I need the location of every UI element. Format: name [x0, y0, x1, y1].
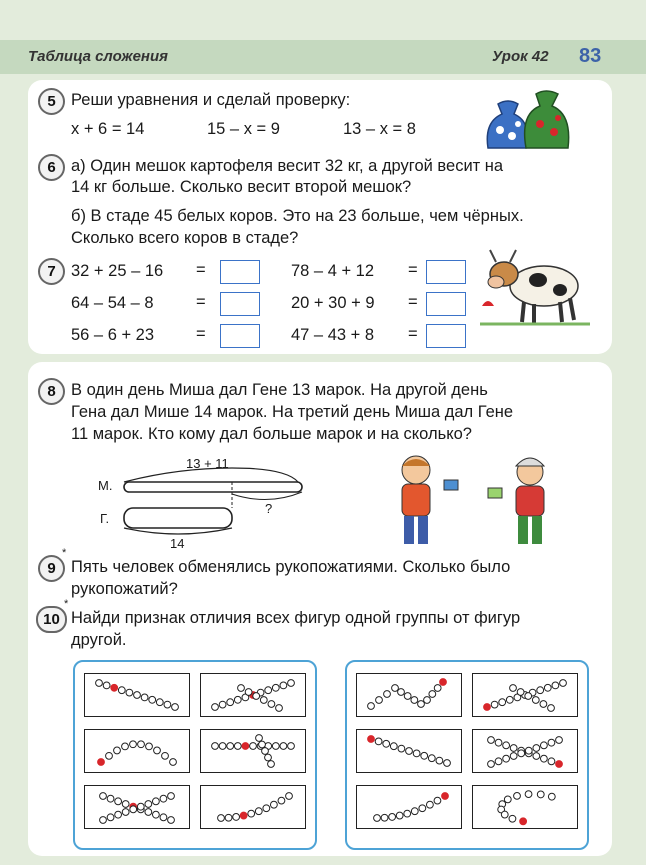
- bead: [218, 815, 225, 822]
- bead: [525, 747, 532, 754]
- task-8-line-2: Гена дал Мише 14 марок. На третий день Миша дал Гене: [71, 403, 514, 421]
- task-5-equation-1: x + 6 = 14: [71, 120, 145, 138]
- bead: [122, 743, 129, 750]
- task-10-star: *: [64, 598, 69, 610]
- bead: [280, 682, 287, 689]
- bead: [126, 689, 133, 696]
- answer-box[interactable]: [426, 324, 466, 348]
- figure-card[interactable]: [84, 729, 190, 773]
- bead: [115, 798, 122, 805]
- bead: [278, 797, 285, 804]
- figure-card[interactable]: [472, 729, 578, 773]
- bead: [107, 814, 114, 821]
- bead: [260, 697, 267, 704]
- bead: [510, 753, 517, 760]
- bead: [152, 798, 159, 805]
- diagram-bottom-label: 14: [170, 536, 185, 551]
- bead: [168, 817, 175, 824]
- bead: [548, 739, 555, 746]
- bead: [255, 808, 262, 815]
- answer-box[interactable]: [426, 292, 466, 316]
- bead: [96, 680, 103, 687]
- bead: [383, 740, 390, 747]
- red-bead: [442, 793, 449, 800]
- bead-figure: [357, 786, 461, 828]
- bead: [130, 741, 137, 748]
- bead: [170, 759, 177, 766]
- bead: [250, 743, 257, 750]
- red-bead: [368, 736, 375, 743]
- equals-sign: =: [408, 261, 418, 279]
- task-7-right-expression-2: 20 + 30 + 9: [291, 294, 375, 312]
- diagram-top-label: 13 + 11: [186, 456, 229, 471]
- bead: [100, 817, 107, 824]
- bead: [434, 685, 441, 692]
- figure-card[interactable]: [84, 785, 190, 829]
- bead: [160, 795, 167, 802]
- bead: [234, 696, 241, 703]
- bead: [130, 806, 137, 813]
- bead: [404, 810, 411, 817]
- bead: [533, 753, 540, 760]
- bead: [270, 801, 277, 808]
- bead: [392, 685, 399, 692]
- bead: [172, 704, 179, 711]
- bead: [556, 737, 563, 744]
- bead: [426, 801, 433, 808]
- bead-figure: [357, 674, 461, 716]
- task-6b-line-2: Сколько всего коров в стаде?: [71, 229, 299, 247]
- task-5-badge: 5: [38, 88, 65, 115]
- bead-figure: [201, 786, 305, 828]
- bead: [434, 797, 441, 804]
- equals-sign: =: [196, 325, 206, 343]
- bead: [491, 701, 498, 708]
- bead: [212, 704, 219, 711]
- task-6a-line-2: 14 кг больше. Сколько весит второй мешок?: [71, 178, 412, 196]
- bead: [160, 814, 167, 821]
- diagram-label-m: М.: [98, 478, 113, 493]
- task-5-equation-3: 13 – x = 8: [343, 120, 416, 138]
- bead: [107, 795, 114, 802]
- bead: [268, 701, 275, 708]
- bead: [509, 815, 516, 822]
- bead: [540, 755, 547, 762]
- bead: [504, 796, 511, 803]
- bead: [168, 793, 175, 800]
- bead: [103, 682, 110, 689]
- page-number: 83: [579, 45, 602, 67]
- bead: [141, 694, 148, 701]
- task-7-right-expression-1: 78 – 4 + 12: [291, 262, 375, 280]
- bead: [411, 808, 418, 815]
- red-bead: [242, 743, 249, 750]
- bead: [138, 741, 145, 748]
- figure-card[interactable]: [356, 729, 462, 773]
- bead: [514, 792, 521, 799]
- bead: [413, 750, 420, 757]
- task-7-left-expression-3: 56 – 6 + 23: [71, 326, 155, 344]
- answer-box[interactable]: [220, 260, 260, 284]
- task-9-star: *: [62, 547, 67, 559]
- task-8-line-3: 11 марок. Кто кому дал больше марок и на сколько?: [71, 425, 472, 443]
- bead: [374, 815, 381, 822]
- bead: [540, 701, 547, 708]
- bead-figure: [201, 674, 305, 716]
- task-9-line-2: рукопожатий?: [71, 580, 178, 598]
- bead: [227, 699, 234, 706]
- bead: [245, 689, 252, 696]
- equals-sign: =: [196, 293, 206, 311]
- bead: [106, 752, 113, 759]
- bead: [134, 692, 141, 699]
- bead: [154, 747, 161, 754]
- bead: [375, 738, 382, 745]
- bead: [164, 701, 171, 708]
- bead: [122, 809, 129, 816]
- bead: [384, 691, 391, 698]
- answer-box[interactable]: [220, 324, 260, 348]
- bead: [276, 705, 283, 712]
- task-8-line-1: В один день Миша дал Гене 13 марок. На другой день: [71, 381, 488, 399]
- bead: [376, 697, 383, 704]
- bead: [501, 811, 508, 818]
- bead: [115, 811, 122, 818]
- bead: [145, 809, 152, 816]
- equals-sign: =: [408, 293, 418, 311]
- bead: [544, 684, 551, 691]
- page-header: [0, 40, 646, 74]
- bead: [268, 761, 275, 768]
- red-bead: [484, 704, 491, 711]
- bead: [495, 758, 502, 765]
- cow-illustration: [480, 236, 590, 328]
- red-bead: [111, 684, 118, 691]
- bead: [219, 743, 226, 750]
- bead: [137, 803, 144, 810]
- bead-figure: [85, 730, 189, 772]
- task-9-badge: 9: [38, 555, 65, 582]
- bead: [263, 805, 270, 812]
- diagram-label-g: Г.: [100, 511, 110, 526]
- bead: [548, 793, 555, 800]
- bead: [256, 735, 263, 742]
- sacks-illustration: [480, 84, 572, 156]
- red-bead: [240, 812, 247, 819]
- bead: [233, 814, 240, 821]
- bead: [259, 741, 266, 748]
- bead: [219, 701, 226, 708]
- bead: [560, 680, 567, 687]
- bead: [510, 685, 517, 692]
- bead: [396, 812, 403, 819]
- diagram-question: ?: [265, 501, 273, 516]
- bead: [398, 689, 405, 696]
- bead: [418, 701, 425, 708]
- bead: [503, 742, 510, 749]
- task-6a-line-1: а) Один мешок картофеля весит 32 кг, а другой весит на: [71, 157, 504, 175]
- bead: [272, 743, 279, 750]
- bead: [533, 745, 540, 752]
- task-6-badge: 6: [38, 154, 65, 181]
- bead: [118, 687, 125, 694]
- bead-figure: [85, 674, 189, 716]
- bead: [503, 755, 510, 762]
- equals-sign: =: [196, 261, 206, 279]
- task-8-badge: 8: [38, 378, 65, 405]
- bead: [506, 696, 513, 703]
- bead: [548, 758, 555, 765]
- bead: [225, 814, 232, 821]
- task-6b-line-1: б) В стаде 45 белых коров. Это на 23 больше, чем чёрных.: [71, 207, 524, 225]
- bead: [156, 699, 163, 706]
- bead: [368, 703, 375, 710]
- bead: [406, 748, 413, 755]
- bead: [404, 693, 411, 700]
- bead: [428, 755, 435, 762]
- red-bead: [556, 761, 563, 768]
- bead: [390, 743, 397, 750]
- bead: [227, 743, 234, 750]
- bead: [488, 761, 495, 768]
- bead: [265, 687, 272, 694]
- chapter-title: Таблица сложения: [28, 48, 168, 65]
- answer-box[interactable]: [426, 260, 466, 284]
- bead: [419, 805, 426, 812]
- bead: [288, 680, 295, 687]
- bead: [488, 737, 495, 744]
- bead: [540, 742, 547, 749]
- figure-card[interactable]: [472, 673, 578, 717]
- bead: [532, 697, 539, 704]
- bead: [421, 752, 428, 759]
- task-10-line-1: Найди признак отличия всех фигур одной группы от фигур: [71, 609, 521, 627]
- task-5-text: Реши уравнения и сделай проверку:: [71, 91, 351, 109]
- bead: [238, 685, 245, 692]
- bead: [548, 705, 555, 712]
- task-7-right-expression-3: 47 – 43 + 8: [291, 326, 375, 344]
- bead: [518, 750, 525, 757]
- figure-card[interactable]: [472, 785, 578, 829]
- bead: [265, 754, 272, 761]
- task-10-badge: 10: [36, 606, 67, 633]
- bead: [424, 697, 431, 704]
- bead: [517, 689, 524, 696]
- bead-figure: [85, 786, 189, 828]
- figure-card[interactable]: [200, 785, 306, 829]
- bead: [444, 760, 451, 767]
- figure-card[interactable]: [200, 673, 306, 717]
- task-7-left-expression-2: 64 – 54 – 8: [71, 294, 154, 312]
- red-bead: [98, 759, 105, 766]
- bead: [288, 743, 295, 750]
- bead: [145, 801, 152, 808]
- bead-figure: [473, 674, 577, 716]
- bead: [100, 793, 107, 800]
- red-bead: [520, 818, 527, 825]
- bead: [152, 811, 159, 818]
- figure-card[interactable]: [84, 673, 190, 717]
- bead: [381, 814, 388, 821]
- bead: [122, 801, 129, 808]
- bead: [411, 697, 418, 704]
- bead: [272, 684, 279, 691]
- bead: [248, 810, 255, 817]
- bead: [436, 757, 443, 764]
- bead: [234, 743, 241, 750]
- bead: [146, 743, 153, 750]
- bead: [510, 745, 517, 752]
- task-9-line-1: Пять человек обменялись рукопожатиями. Сколько было: [71, 558, 511, 576]
- bead: [149, 696, 156, 703]
- comparison-diagram: [118, 464, 308, 536]
- bead: [114, 747, 121, 754]
- bead-figure: [473, 786, 577, 828]
- bead: [537, 791, 544, 798]
- bead-figure: [473, 730, 577, 772]
- bead: [162, 752, 169, 759]
- bead: [389, 814, 396, 821]
- task-5-equation-2: 15 – x = 9: [207, 120, 280, 138]
- bead: [253, 693, 260, 700]
- answer-box[interactable]: [220, 292, 260, 316]
- task-7-badge: 7: [38, 258, 65, 285]
- bead-figure: [201, 730, 305, 772]
- bead: [499, 699, 506, 706]
- figure-card[interactable]: [200, 729, 306, 773]
- bead: [525, 693, 532, 700]
- task-10-line-2: другой.: [71, 631, 127, 649]
- bead: [398, 745, 405, 752]
- lesson-label: Урок 42: [492, 48, 549, 65]
- kids-illustration: [390, 452, 560, 552]
- bead: [262, 748, 269, 755]
- bead: [495, 739, 502, 746]
- equals-sign: =: [408, 325, 418, 343]
- task-7-left-expression-1: 32 + 25 – 16: [71, 262, 164, 280]
- bead: [280, 743, 287, 750]
- bead: [525, 791, 532, 798]
- figure-card[interactable]: [356, 673, 462, 717]
- bead: [429, 691, 436, 698]
- bead: [552, 682, 559, 689]
- red-bead: [440, 679, 447, 686]
- bead-figure: [357, 730, 461, 772]
- figure-card[interactable]: [356, 785, 462, 829]
- bead: [537, 687, 544, 694]
- bead: [286, 793, 293, 800]
- bead: [212, 743, 219, 750]
